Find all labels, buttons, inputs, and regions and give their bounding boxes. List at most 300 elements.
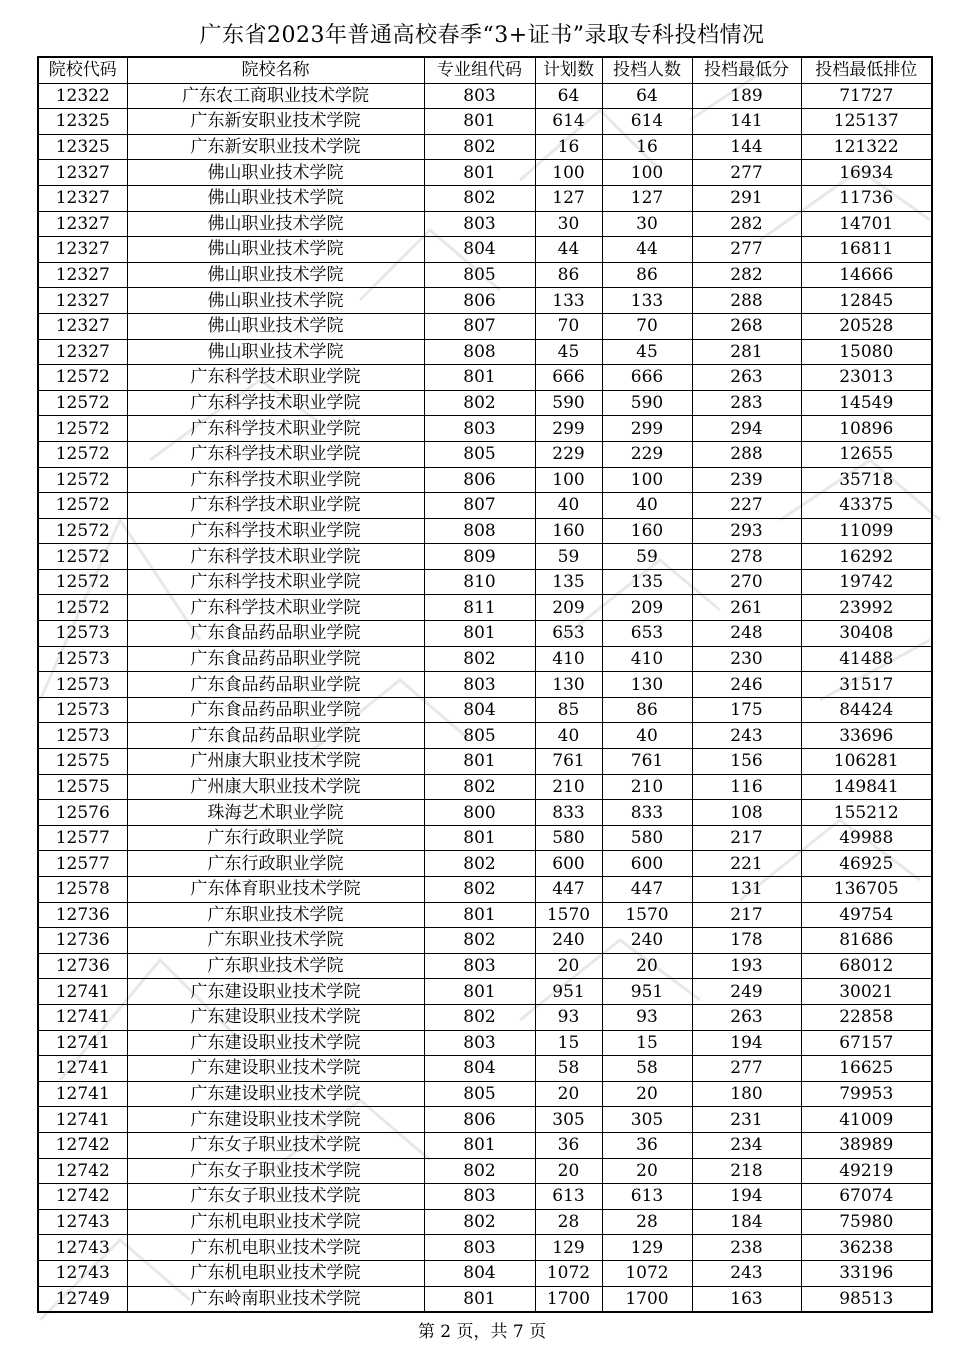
school-name-cell: 广州康大职业技术学院 [127, 749, 424, 775]
group-code-cell: 804 [424, 1260, 535, 1286]
school-name-cell: 广东职业技术学院 [127, 928, 424, 954]
admitted-count-cell: 761 [602, 749, 692, 775]
group-code-cell: 802 [424, 1004, 535, 1030]
group-code-cell: 801 [424, 1286, 535, 1312]
school-code-cell: 12322 [38, 83, 127, 109]
admitted-count-cell: 28 [602, 1209, 692, 1235]
min-score-cell: 249 [692, 979, 801, 1005]
plan-count-cell: 93 [535, 1004, 602, 1030]
group-code-cell: 804 [424, 1056, 535, 1082]
school-name-cell: 广东女子职业技术学院 [127, 1158, 424, 1184]
school-code-cell: 12573 [38, 697, 127, 723]
min-score-cell: 246 [692, 672, 801, 698]
group-code-cell: 811 [424, 595, 535, 621]
school-code-cell: 12327 [38, 185, 127, 211]
plan-count-cell: 305 [535, 1107, 602, 1133]
school-name-cell: 广东建设职业技术学院 [127, 1004, 424, 1030]
table-row [38, 339, 932, 365]
table-row [38, 365, 932, 391]
min-score-cell: 282 [692, 262, 801, 288]
group-code-cell: 803 [424, 672, 535, 698]
plan-count-cell: 240 [535, 928, 602, 954]
school-name-cell: 广东新安职业技术学院 [127, 109, 424, 135]
min-rank-cell: 14701 [801, 211, 932, 237]
table-row [38, 109, 932, 135]
school-name-cell: 佛山职业技术学院 [127, 237, 424, 263]
min-rank-cell: 19742 [801, 569, 932, 595]
table-row [38, 1235, 932, 1261]
group-code-cell: 801 [424, 109, 535, 135]
min-rank-cell: 38989 [801, 1132, 932, 1158]
group-code-cell: 802 [424, 646, 535, 672]
group-code-cell: 802 [424, 877, 535, 903]
admitted-count-cell: 1570 [602, 902, 692, 928]
min-rank-cell: 68012 [801, 953, 932, 979]
min-rank-cell: 36238 [801, 1235, 932, 1261]
min-rank-cell: 35718 [801, 467, 932, 493]
min-score-cell: 180 [692, 1081, 801, 1107]
admitted-count-cell: 130 [602, 672, 692, 698]
school-code-cell: 12573 [38, 672, 127, 698]
school-name-cell: 广东行政职业学院 [127, 851, 424, 877]
col-header-school-code: 院校代码 [38, 57, 127, 83]
admitted-count-cell: 240 [602, 928, 692, 954]
school-code-cell: 12736 [38, 928, 127, 954]
school-name-cell: 佛山职业技术学院 [127, 313, 424, 339]
group-code-cell: 801 [424, 160, 535, 186]
group-code-cell: 807 [424, 493, 535, 519]
school-name-cell: 广东科学技术职业学院 [127, 595, 424, 621]
admitted-count-cell: 666 [602, 365, 692, 391]
plan-count-cell: 210 [535, 774, 602, 800]
group-code-cell: 803 [424, 211, 535, 237]
min-rank-cell: 20528 [801, 313, 932, 339]
school-code-cell: 12575 [38, 774, 127, 800]
school-code-cell: 12743 [38, 1209, 127, 1235]
table-row [38, 416, 932, 442]
table-row [38, 160, 932, 186]
min-rank-cell: 10896 [801, 416, 932, 442]
admitted-count-cell: 129 [602, 1235, 692, 1261]
school-name-cell: 广东科学技术职业学院 [127, 441, 424, 467]
min-score-cell: 243 [692, 1260, 801, 1286]
min-rank-cell: 75980 [801, 1209, 932, 1235]
plan-count-cell: 70 [535, 313, 602, 339]
min-rank-cell: 67157 [801, 1030, 932, 1056]
min-score-cell: 277 [692, 160, 801, 186]
min-score-cell: 144 [692, 134, 801, 160]
admitted-count-cell: 100 [602, 467, 692, 493]
table-row [38, 83, 932, 109]
admitted-count-cell: 45 [602, 339, 692, 365]
table-row [38, 1056, 932, 1082]
table-row [38, 825, 932, 851]
min-rank-cell: 49988 [801, 825, 932, 851]
min-score-cell: 218 [692, 1158, 801, 1184]
school-code-cell: 12327 [38, 237, 127, 263]
min-score-cell: 270 [692, 569, 801, 595]
admitted-count-cell: 100 [602, 160, 692, 186]
col-header-school-name: 院校名称 [127, 57, 424, 83]
min-rank-cell: 14549 [801, 390, 932, 416]
school-name-cell: 佛山职业技术学院 [127, 339, 424, 365]
plan-count-cell: 666 [535, 365, 602, 391]
min-score-cell: 263 [692, 1004, 801, 1030]
group-code-cell: 801 [424, 1132, 535, 1158]
plan-count-cell: 36 [535, 1132, 602, 1158]
school-code-cell: 12573 [38, 646, 127, 672]
school-name-cell: 佛山职业技术学院 [127, 262, 424, 288]
school-code-cell: 12573 [38, 723, 127, 749]
group-code-cell: 805 [424, 441, 535, 467]
plan-count-cell: 20 [535, 1158, 602, 1184]
admitted-count-cell: 15 [602, 1030, 692, 1056]
school-name-cell: 珠海艺术职业学院 [127, 800, 424, 826]
school-name-cell: 广东岭南职业技术学院 [127, 1286, 424, 1312]
table-row [38, 697, 932, 723]
min-score-cell: 268 [692, 313, 801, 339]
school-name-cell: 广东机电职业技术学院 [127, 1235, 424, 1261]
school-name-cell: 广东食品药品职业学院 [127, 672, 424, 698]
school-code-cell: 12736 [38, 953, 127, 979]
admitted-count-cell: 70 [602, 313, 692, 339]
min-score-cell: 193 [692, 953, 801, 979]
plan-count-cell: 40 [535, 493, 602, 519]
plan-count-cell: 20 [535, 953, 602, 979]
table-row [38, 262, 932, 288]
admitted-count-cell: 135 [602, 569, 692, 595]
admitted-count-cell: 30 [602, 211, 692, 237]
min-rank-cell: 12845 [801, 288, 932, 314]
admitted-count-cell: 653 [602, 621, 692, 647]
school-name-cell: 广东食品药品职业学院 [127, 697, 424, 723]
min-score-cell: 178 [692, 928, 801, 954]
school-name-cell: 广州康大职业技术学院 [127, 774, 424, 800]
min-rank-cell: 71727 [801, 83, 932, 109]
table-row [38, 467, 932, 493]
min-score-cell: 261 [692, 595, 801, 621]
admitted-count-cell: 209 [602, 595, 692, 621]
min-rank-cell: 67074 [801, 1184, 932, 1210]
min-rank-cell: 14666 [801, 262, 932, 288]
admitted-count-cell: 58 [602, 1056, 692, 1082]
school-name-cell: 广东机电职业技术学院 [127, 1209, 424, 1235]
school-name-cell: 广东科学技术职业学院 [127, 493, 424, 519]
admitted-count-cell: 951 [602, 979, 692, 1005]
min-rank-cell: 79953 [801, 1081, 932, 1107]
min-score-cell: 278 [692, 544, 801, 570]
min-rank-cell: 23992 [801, 595, 932, 621]
plan-count-cell: 160 [535, 518, 602, 544]
plan-count-cell: 20 [535, 1081, 602, 1107]
min-score-cell: 156 [692, 749, 801, 775]
school-name-cell: 广东科学技术职业学院 [127, 467, 424, 493]
admitted-count-cell: 299 [602, 416, 692, 442]
table-row [38, 237, 932, 263]
group-code-cell: 801 [424, 825, 535, 851]
plan-count-cell: 59 [535, 544, 602, 570]
min-rank-cell: 41488 [801, 646, 932, 672]
min-score-cell: 231 [692, 1107, 801, 1133]
admitted-count-cell: 40 [602, 723, 692, 749]
table-row [38, 979, 932, 1005]
admitted-count-cell: 580 [602, 825, 692, 851]
page-title: 广东省2023年普通高校春季“3+证书”录取专科投档情况 [199, 23, 765, 48]
group-code-cell: 803 [424, 83, 535, 109]
school-code-cell: 12741 [38, 1107, 127, 1133]
school-code-cell: 12327 [38, 313, 127, 339]
min-rank-cell: 33696 [801, 723, 932, 749]
plan-count-cell: 1570 [535, 902, 602, 928]
table-row [38, 851, 932, 877]
school-code-cell: 12576 [38, 800, 127, 826]
admitted-count-cell: 305 [602, 1107, 692, 1133]
min-rank-cell: 16292 [801, 544, 932, 570]
admitted-count-cell: 1700 [602, 1286, 692, 1312]
col-header-min-rank: 投档最低排位 [801, 57, 932, 83]
school-name-cell: 广东职业技术学院 [127, 902, 424, 928]
min-score-cell: 227 [692, 493, 801, 519]
group-code-cell: 802 [424, 1209, 535, 1235]
min-rank-cell: 49219 [801, 1158, 932, 1184]
min-score-cell: 238 [692, 1235, 801, 1261]
admitted-count-cell: 127 [602, 185, 692, 211]
plan-count-cell: 100 [535, 467, 602, 493]
min-score-cell: 194 [692, 1184, 801, 1210]
min-score-cell: 189 [692, 83, 801, 109]
school-name-cell: 广东建设职业技术学院 [127, 979, 424, 1005]
school-name-cell: 广东食品药品职业学院 [127, 621, 424, 647]
group-code-cell: 803 [424, 1235, 535, 1261]
admitted-count-cell: 160 [602, 518, 692, 544]
min-score-cell: 283 [692, 390, 801, 416]
group-code-cell: 806 [424, 1107, 535, 1133]
school-code-cell: 12743 [38, 1235, 127, 1261]
admitted-count-cell: 64 [602, 83, 692, 109]
school-name-cell: 广东建设职业技术学院 [127, 1107, 424, 1133]
min-score-cell: 277 [692, 1056, 801, 1082]
admitted-count-cell: 20 [602, 1158, 692, 1184]
school-code-cell: 12741 [38, 1081, 127, 1107]
school-code-cell: 12573 [38, 621, 127, 647]
school-code-cell: 12741 [38, 1030, 127, 1056]
plan-count-cell: 951 [535, 979, 602, 1005]
min-rank-cell: 84424 [801, 697, 932, 723]
plan-count-cell: 58 [535, 1056, 602, 1082]
school-code-cell: 12327 [38, 339, 127, 365]
admitted-count-cell: 833 [602, 800, 692, 826]
school-name-cell: 广东建设职业技术学院 [127, 1030, 424, 1056]
school-name-cell: 广东农工商职业技术学院 [127, 83, 424, 109]
school-name-cell: 佛山职业技术学院 [127, 211, 424, 237]
plan-count-cell: 28 [535, 1209, 602, 1235]
plan-count-cell: 447 [535, 877, 602, 903]
school-code-cell: 12742 [38, 1158, 127, 1184]
table-row [38, 134, 932, 160]
header-row [38, 57, 932, 83]
min-score-cell: 277 [692, 237, 801, 263]
min-score-cell: 184 [692, 1209, 801, 1235]
group-code-cell: 804 [424, 697, 535, 723]
col-header-admitted-count: 投档人数 [602, 57, 692, 83]
school-name-cell: 广东体育职业技术学院 [127, 877, 424, 903]
group-code-cell: 803 [424, 1184, 535, 1210]
group-code-cell: 802 [424, 1158, 535, 1184]
table-row [38, 1184, 932, 1210]
min-rank-cell: 31517 [801, 672, 932, 698]
min-score-cell: 163 [692, 1286, 801, 1312]
group-code-cell: 802 [424, 185, 535, 211]
group-code-cell: 802 [424, 774, 535, 800]
school-code-cell: 12578 [38, 877, 127, 903]
table-row [38, 1081, 932, 1107]
school-code-cell: 12575 [38, 749, 127, 775]
min-score-cell: 248 [692, 621, 801, 647]
school-name-cell: 广东新安职业技术学院 [127, 134, 424, 160]
min-score-cell: 243 [692, 723, 801, 749]
plan-count-cell: 30 [535, 211, 602, 237]
school-name-cell: 佛山职业技术学院 [127, 185, 424, 211]
school-code-cell: 12572 [38, 467, 127, 493]
school-code-cell: 12572 [38, 365, 127, 391]
school-code-cell: 12742 [38, 1132, 127, 1158]
min-score-cell: 293 [692, 518, 801, 544]
min-score-cell: 230 [692, 646, 801, 672]
plan-count-cell: 410 [535, 646, 602, 672]
school-name-cell: 广东科学技术职业学院 [127, 518, 424, 544]
min-rank-cell: 15080 [801, 339, 932, 365]
table-row [38, 518, 932, 544]
table-row [38, 288, 932, 314]
plan-count-cell: 16 [535, 134, 602, 160]
table-header [38, 57, 932, 83]
min-score-cell: 282 [692, 211, 801, 237]
school-code-cell: 12736 [38, 902, 127, 928]
table-row [38, 211, 932, 237]
min-score-cell: 131 [692, 877, 801, 903]
school-code-cell: 12327 [38, 211, 127, 237]
school-name-cell: 广东行政职业学院 [127, 825, 424, 851]
school-name-cell: 广东机电职业技术学院 [127, 1260, 424, 1286]
table-row [38, 1158, 932, 1184]
school-code-cell: 12741 [38, 1056, 127, 1082]
plan-count-cell: 299 [535, 416, 602, 442]
min-rank-cell: 136705 [801, 877, 932, 903]
table-row [38, 441, 932, 467]
table-row [38, 493, 932, 519]
min-score-cell: 221 [692, 851, 801, 877]
plan-count-cell: 1072 [535, 1260, 602, 1286]
school-code-cell: 12572 [38, 493, 127, 519]
table-row [38, 569, 932, 595]
plan-count-cell: 653 [535, 621, 602, 647]
plan-count-cell: 133 [535, 288, 602, 314]
group-code-cell: 805 [424, 1081, 535, 1107]
min-score-cell: 116 [692, 774, 801, 800]
plan-count-cell: 135 [535, 569, 602, 595]
min-rank-cell: 33196 [801, 1260, 932, 1286]
table-body [38, 83, 932, 1312]
plan-count-cell: 580 [535, 825, 602, 851]
admitted-count-cell: 447 [602, 877, 692, 903]
table-row [38, 723, 932, 749]
plan-count-cell: 127 [535, 185, 602, 211]
school-name-cell: 广东科学技术职业学院 [127, 569, 424, 595]
group-code-cell: 802 [424, 134, 535, 160]
admission-table [37, 56, 933, 1313]
school-name-cell: 广东职业技术学院 [127, 953, 424, 979]
min-rank-cell: 16625 [801, 1056, 932, 1082]
group-code-cell: 800 [424, 800, 535, 826]
table-row [38, 185, 932, 211]
plan-count-cell: 614 [535, 109, 602, 135]
school-name-cell: 广东女子职业技术学院 [127, 1132, 424, 1158]
group-code-cell: 808 [424, 339, 535, 365]
school-code-cell: 12325 [38, 109, 127, 135]
min-rank-cell: 16934 [801, 160, 932, 186]
plan-count-cell: 833 [535, 800, 602, 826]
min-rank-cell: 43375 [801, 493, 932, 519]
table-row [38, 390, 932, 416]
min-rank-cell: 125137 [801, 109, 932, 135]
min-rank-cell: 22858 [801, 1004, 932, 1030]
group-code-cell: 807 [424, 313, 535, 339]
table-row [38, 928, 932, 954]
school-code-cell: 12572 [38, 416, 127, 442]
min-rank-cell: 12655 [801, 441, 932, 467]
school-name-cell: 广东建设职业技术学院 [127, 1081, 424, 1107]
min-rank-cell: 155212 [801, 800, 932, 826]
admitted-count-cell: 600 [602, 851, 692, 877]
admitted-count-cell: 133 [602, 288, 692, 314]
group-code-cell: 801 [424, 979, 535, 1005]
table-row [38, 1260, 932, 1286]
min-score-cell: 175 [692, 697, 801, 723]
table-row [38, 595, 932, 621]
school-code-cell: 12577 [38, 851, 127, 877]
admitted-count-cell: 613 [602, 1184, 692, 1210]
plan-count-cell: 129 [535, 1235, 602, 1261]
min-rank-cell: 11099 [801, 518, 932, 544]
admitted-count-cell: 86 [602, 262, 692, 288]
group-code-cell: 802 [424, 851, 535, 877]
admitted-count-cell: 40 [602, 493, 692, 519]
group-code-cell: 803 [424, 953, 535, 979]
group-code-cell: 803 [424, 416, 535, 442]
school-code-cell: 12749 [38, 1286, 127, 1312]
min-score-cell: 291 [692, 185, 801, 211]
school-name-cell: 广东科学技术职业学院 [127, 365, 424, 391]
plan-count-cell: 86 [535, 262, 602, 288]
school-code-cell: 12572 [38, 441, 127, 467]
group-code-cell: 808 [424, 518, 535, 544]
group-code-cell: 801 [424, 902, 535, 928]
school-name-cell: 广东食品药品职业学院 [127, 723, 424, 749]
table-row [38, 800, 932, 826]
school-code-cell: 12572 [38, 390, 127, 416]
table-row [38, 774, 932, 800]
admitted-count-cell: 44 [602, 237, 692, 263]
admitted-count-cell: 410 [602, 646, 692, 672]
plan-count-cell: 613 [535, 1184, 602, 1210]
plan-count-cell: 130 [535, 672, 602, 698]
group-code-cell: 805 [424, 723, 535, 749]
school-code-cell: 12741 [38, 1004, 127, 1030]
table-row [38, 953, 932, 979]
min-score-cell: 217 [692, 825, 801, 851]
school-name-cell: 佛山职业技术学院 [127, 160, 424, 186]
table-row [38, 621, 932, 647]
